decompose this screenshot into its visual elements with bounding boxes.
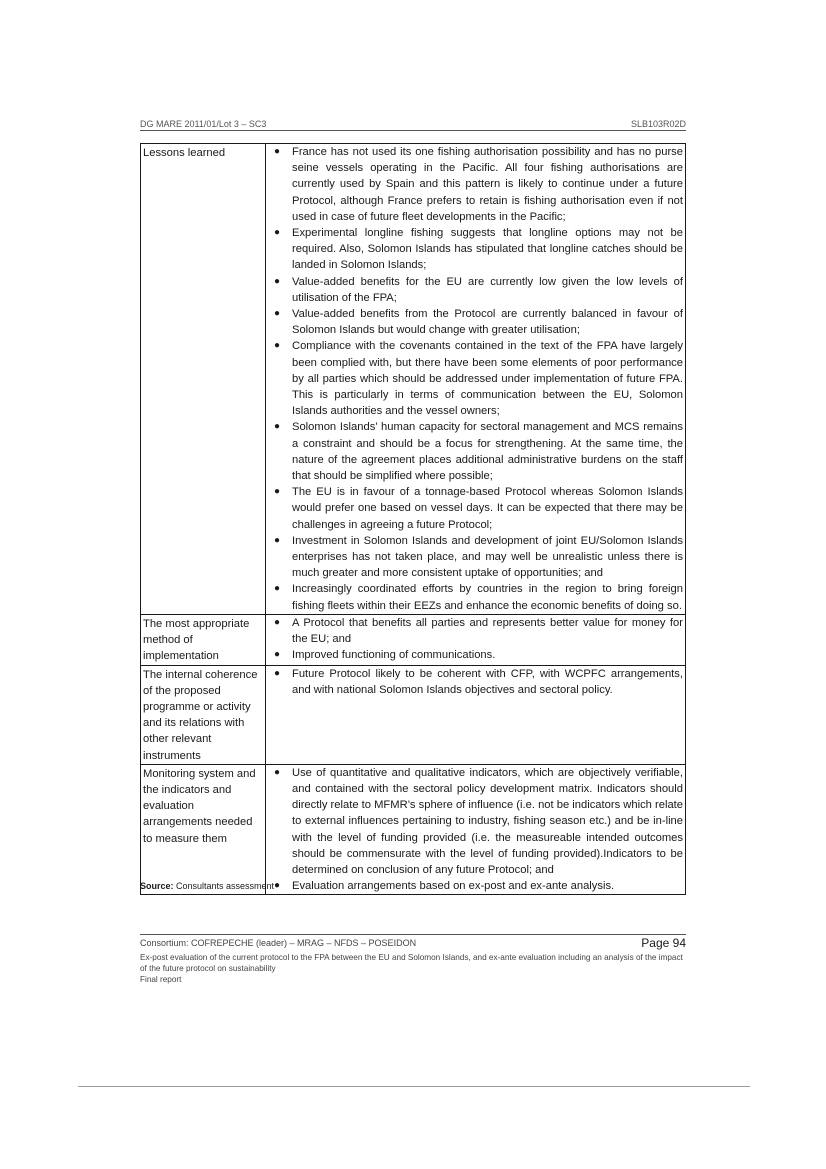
bullet-icon: ● xyxy=(274,534,281,546)
list-item xyxy=(268,581,683,613)
bullet-icon: ● xyxy=(274,146,281,157)
bullet-icon: ● xyxy=(274,340,281,352)
table-row xyxy=(141,614,686,665)
bullet-list xyxy=(268,144,683,614)
header-right-reference: SLB103R02D xyxy=(630,119,686,129)
footer-final-report: Final report xyxy=(140,975,182,984)
row-label: Monitoring system and the indicators and evaluation arrangements needed to measure them xyxy=(141,764,266,895)
assessment-table xyxy=(140,143,686,895)
table-row xyxy=(141,665,686,764)
row-content xyxy=(266,665,686,764)
bullet-list xyxy=(268,615,683,664)
page-number: Page 94 xyxy=(641,936,686,950)
bullet-list xyxy=(268,765,683,895)
list-item xyxy=(268,144,683,225)
row-content xyxy=(266,764,686,895)
page-header xyxy=(140,118,686,131)
bullet-text: Investment in Solomon Islands and development of joint EU/Solomon Islands enterprises has not taken place, and may well be unrealistic unless there is much greater and more consistent uptake of opportunities; and xyxy=(292,534,683,580)
bullet-list xyxy=(268,666,683,698)
bullet-icon: ● xyxy=(274,486,281,498)
list-item xyxy=(268,647,683,663)
bullet-icon: ● xyxy=(274,583,281,595)
row-content xyxy=(266,614,686,665)
list-item xyxy=(268,615,683,647)
bullet-icon: ● xyxy=(274,766,281,778)
row-label: Lessons learned xyxy=(141,144,266,615)
bullet-text: Evaluation arrangements based on ex-post and ex-ante analysis. xyxy=(292,880,615,893)
bullet-text: Solomon Islands’ human capacity for sectoral management and MCS remains a constraint and should be a focus for strengthening. At the same time, the nature of the agreement places additional administrative burdens on the staff that should be simplified where possible; xyxy=(292,421,683,483)
row-label: The most appropriate method of implementation xyxy=(141,614,266,665)
list-item xyxy=(268,274,683,306)
list-item xyxy=(268,765,683,878)
list-item xyxy=(268,306,683,338)
source-text: Consultants assessment xyxy=(173,881,275,891)
assessment-table-body xyxy=(141,144,686,895)
bullet-text: Compliance with the covenants contained in the text of the FPA have largely been complied with, but there have been some elements of poor performance by all parties which should be addressed under implementation of future FPA. This is particularly in terms of communication between the EU, Solomon Islands authorities and the vessel owners; xyxy=(292,340,683,418)
table-row xyxy=(141,764,686,895)
bullet-icon: ● xyxy=(274,649,281,661)
footer-evaluation-title: Ex-post evaluation of the current protocol to the FPA between the EU and Solomon Islands, and ex-ante evaluation including an analysis of the impact of the future protocol on sustainability xyxy=(140,953,683,973)
bullet-icon: ● xyxy=(274,667,281,679)
bullet-icon: ● xyxy=(274,308,281,320)
bullet-text: France has not used its one fishing authorisation possibility and has no purse seine vessels operating in the Pacific. All four fishing authorisations are currently used by Spain and this pattern is likely to continue under a future Protocol, although France prefers to retain is fishing authorisation even if not used in case of future fleet developments in the Pacific; xyxy=(292,146,683,223)
source-label: Source: xyxy=(140,881,174,891)
bullet-text: Improved functioning of communications. xyxy=(292,649,496,662)
bullet-text: The EU is in favour of a tonnage-based Protocol whereas Solomon Islands would prefer one based on vessel days. It can be expected that there may be challenges in agreeing a future Protocol; xyxy=(292,486,683,531)
bullet-icon: ● xyxy=(274,421,281,433)
bullet-text: Future Protocol likely to be coherent with CFP, with WCPFC arrangements, and with national Solomon Islands objectives and sectoral policy. xyxy=(292,667,683,696)
table-row xyxy=(141,144,686,615)
row-label: The internal coherence of the proposed programme or activity and its relations with other relevant instruments xyxy=(141,665,266,764)
bullet-icon: ● xyxy=(274,227,281,239)
bullet-icon: ● xyxy=(274,616,281,628)
header-left-reference: DG MARE 2011/01/Lot 3 – SC3 xyxy=(140,119,267,129)
list-item xyxy=(268,533,683,582)
footer-divider xyxy=(140,934,686,935)
list-item xyxy=(268,484,683,533)
bullet-text: Use of quantitative and qualitative indicators, which are objectively verifiable, and contained with the sectoral policy development matrix. Indicators should directly relate to MFMR’s sphere of influence (i.e. not be indicators which relate to external influences pertaining to industry, fishing season etc.) and be in-line with the level of funding provided (i.e. the measureable intended outcomes should be commensurate with the level of funding provided).Indicators to be determined on conclusion of any future Protocol; and xyxy=(292,766,683,876)
list-item xyxy=(268,666,683,698)
source-note xyxy=(140,881,274,891)
bullet-text: A Protocol that benefits all parties and represents better value for money for the EU; and xyxy=(292,616,683,646)
bullet-text: Value-added benefits for the EU are currently low given the low levels of utilisation of the FPA; xyxy=(292,275,683,304)
page-bottom-rule xyxy=(78,1086,750,1087)
bullet-icon: ● xyxy=(274,275,281,287)
bullet-icon: ● xyxy=(274,880,281,892)
row-content xyxy=(266,144,686,615)
bullet-text: Value-added benefits from the Protocol are currently balanced in favour of Solomon Islands but would change with greater utilisation; xyxy=(292,308,683,337)
bullet-text: Increasingly coordinated efforts by countries in the region to bring foreign fishing fleets within their EEZs and enhance the economic benefits of doing so. xyxy=(292,583,683,612)
list-item xyxy=(268,419,683,484)
bullet-text: Experimental longline fishing suggests that longline options may not be required. Also, Solomon Islands has stipulated that longline catches should be landed in Solomon Islands; xyxy=(292,227,683,272)
footer-consortium: Consortium: COFREPECHE (leader) – MRAG – NFDS – POSEIDON xyxy=(140,938,417,948)
list-item xyxy=(268,338,683,419)
list-item xyxy=(268,878,683,894)
list-item xyxy=(268,225,683,274)
